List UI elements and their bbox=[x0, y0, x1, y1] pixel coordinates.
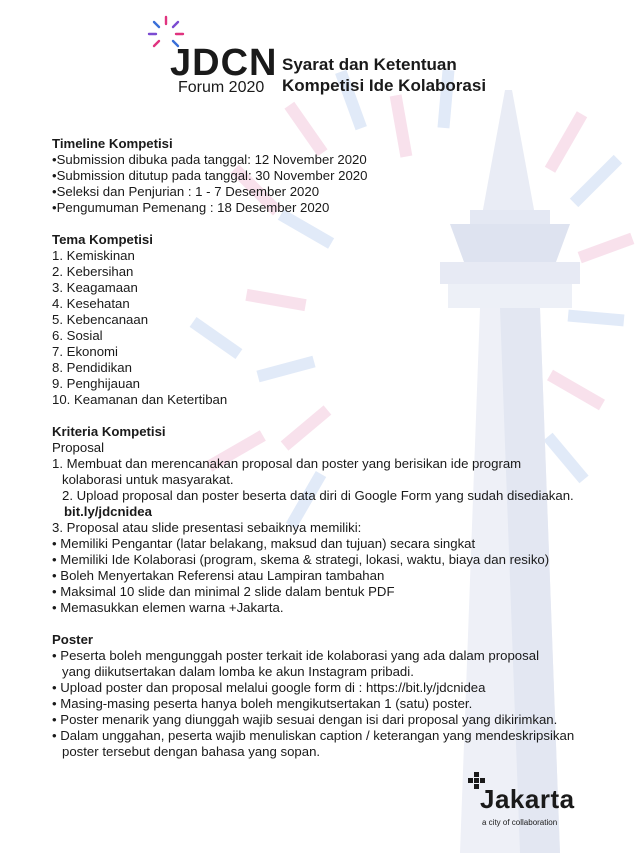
tema-item: 7. Ekonomi bbox=[52, 344, 118, 359]
proposal-point-1: 1. Membuat dan merencanakan proposal dan poster yang berisikan ide program bbox=[52, 456, 522, 471]
title-line-1: Syarat dan Ketentuan bbox=[282, 55, 457, 74]
page-title bbox=[282, 54, 486, 96]
poster-bullet-3: • Masing-masing peserta hanya boleh mengikutsertakan 1 (satu) poster. bbox=[52, 696, 473, 711]
tema-item: 4. Kesehatan bbox=[52, 296, 130, 311]
poster-bullet-1-cont: yang diikutsertakan dalam lomba ke akun Instagram pribadi. bbox=[62, 664, 414, 679]
proposal-bullets bbox=[52, 536, 612, 616]
proposal-bullet: • Memiliki Ide Kolaborasi (program, skema & strategi, lokasi, waktu, biaya dan resiko) bbox=[52, 552, 550, 567]
poster-bullet-5: • Dalam unggahan, peserta wajib menuliskan caption / keterangan yang mendeskripsikan bbox=[52, 728, 575, 743]
timeline-item: •Seleksi dan Penjurian : 1 - 7 Desember 2020 bbox=[52, 184, 320, 199]
timeline-item: •Submission ditutup pada tanggal: 30 November 2020 bbox=[52, 168, 368, 183]
timeline-heading: Timeline Kompetisi bbox=[52, 136, 173, 151]
timeline-item: •Pengumuman Pemenang : 18 Desember 2020 bbox=[52, 200, 330, 215]
tema-item: 5. Kebencanaan bbox=[52, 312, 149, 327]
tema-item: 8. Pendidikan bbox=[52, 360, 132, 375]
logo-wordmark: JDCN bbox=[170, 42, 278, 84]
tema-list bbox=[52, 248, 612, 408]
poster-bullet-5-cont: poster tersebut dengan bahasa yang sopan. bbox=[62, 744, 321, 759]
proposal-point-1-cont: kolaborasi untuk masyarakat. bbox=[62, 472, 234, 487]
terms-content bbox=[52, 136, 612, 760]
proposal-bullet: • Memasukkan elemen warna +Jakarta. bbox=[52, 600, 284, 615]
timeline-item: •Submission dibuka pada tanggal: 12 November 2020 bbox=[52, 152, 367, 167]
tema-item: 6. Sosial bbox=[52, 328, 103, 343]
proposal-bullet: • Maksimal 10 slide dan minimal 2 slide dalam bentuk PDF bbox=[52, 584, 395, 599]
tema-item: 2. Kebersihan bbox=[52, 264, 134, 279]
proposal-point-2: 2. Upload proposal dan poster beserta data diri di Google Form yang sudah disediakan. bbox=[62, 488, 574, 503]
proposal-point-3: 3. Proposal atau slide presentasi sebaiknya memiliki: bbox=[52, 520, 362, 535]
poster-bullet-1: • Peserta boleh mengunggah poster terkait ide kolaborasi yang ada dalam proposal bbox=[52, 648, 540, 663]
tema-heading: Tema Kompetisi bbox=[52, 232, 153, 247]
tema-item: 9. Penghijauan bbox=[52, 376, 140, 391]
poster-heading: Poster bbox=[52, 632, 94, 647]
timeline-list bbox=[52, 152, 612, 216]
jakarta-wordmark: Jakarta bbox=[480, 784, 575, 814]
poster-bullet-2: • Upload poster dan proposal melalui google form di : https://bit.ly/jdcnidea bbox=[52, 680, 486, 695]
logo-subtitle: Forum 2020 bbox=[178, 79, 265, 96]
kriteria-heading: Kriteria Kompetisi bbox=[52, 424, 166, 439]
poster-bullet-4: • Poster menarik yang diunggah wajib sesuai dengan isi dari proposal yang dikirimkan. bbox=[52, 712, 558, 727]
proposal-subheading: Proposal bbox=[52, 440, 105, 455]
tema-item: 3. Keagamaan bbox=[52, 280, 138, 295]
title-line-2: Kompetisi Ide Kolaborasi bbox=[282, 76, 487, 95]
proposal-link[interactable]: bit.ly/jdcnidea bbox=[64, 504, 152, 519]
proposal-bullet: • Boleh Menyertakan Referensi atau Lampiran tambahan bbox=[52, 568, 385, 583]
proposal-bullet: • Memiliki Pengantar (latar belakang, maksud dan tujuan) secara singkat bbox=[52, 536, 476, 551]
tema-item: 10. Keamanan dan Ketertiban bbox=[52, 392, 228, 407]
jakarta-tagline: a city of collaboration bbox=[482, 818, 558, 827]
tema-item: 1. Kemiskinan bbox=[52, 248, 135, 263]
